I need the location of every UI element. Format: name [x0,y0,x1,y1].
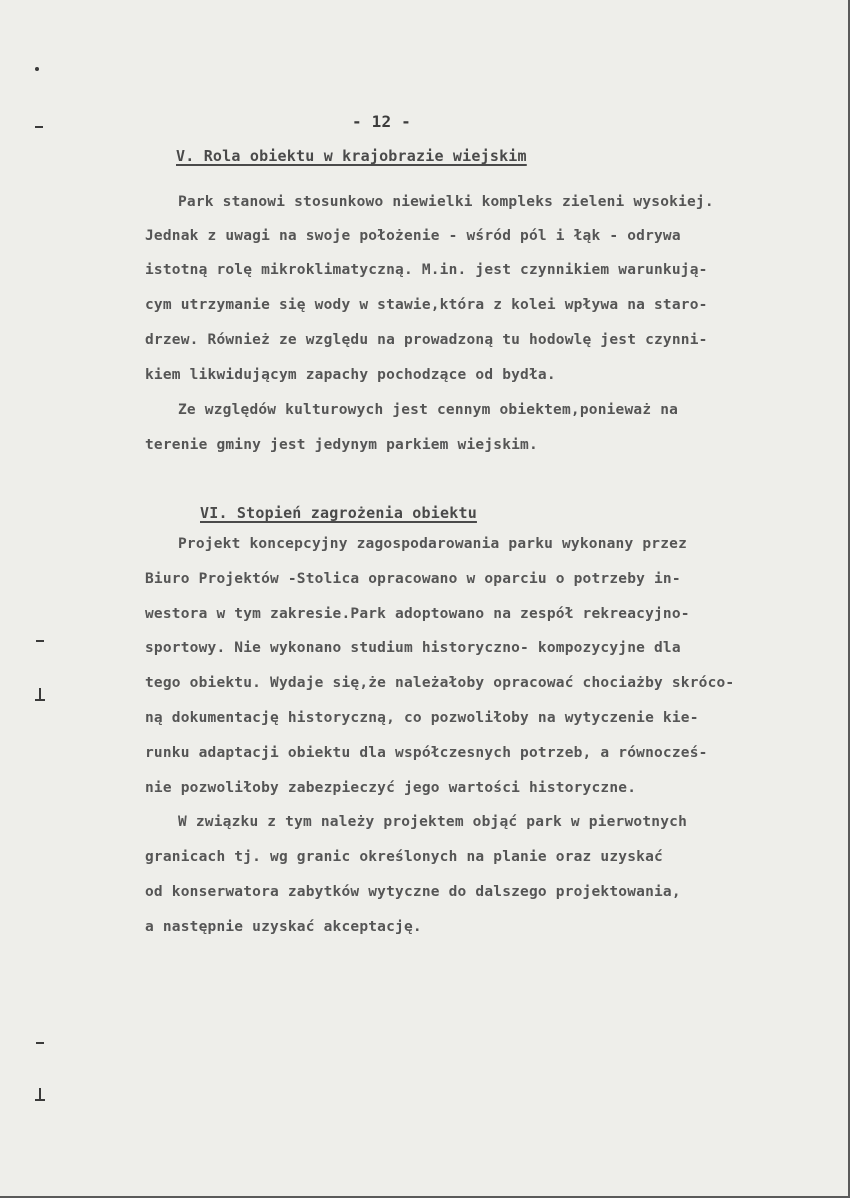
margin-tick-mark [35,1099,45,1101]
margin-tick-mark [35,699,45,701]
text-line: kiem likwidującym zapachy pochodzące od bydła. [145,367,556,383]
text-line: istotną rolę mikroklimatyczną. M.in. jest czynnikiem warunkują- [145,262,708,278]
page-number: - 12 - [352,112,411,131]
text-line: terenie gminy jest jedynym parkiem wiejskim. [145,437,538,453]
text-line: runku adaptacji obiektu dla współczesnych potrzeb, a równocześ- [145,745,708,761]
text-line: Ze względów kulturowych jest cennym obiektem,ponieważ na [178,402,679,418]
margin-dash-mark [36,640,44,642]
section-heading: V. Rola obiektu w krajobrazie wiejskim [176,147,527,165]
text-line: nie pozwoliłoby zabezpieczyć jego wartości historyczne. [145,780,637,796]
text-line: Biuro Projektów -Stolica opracowano w oparciu o potrzeby in- [145,571,681,587]
text-line: Park stanowi stosunkowo niewielki kompleks zieleni wysokiej. [178,194,714,210]
text-line: Jednak z uwagi na swoje położenie - wśród pól i łąk - odrywa [145,228,681,244]
text-line: granicach tj. wg granic określonych na planie oraz uzyskać [145,849,663,865]
text-line: od konserwatora zabytków wytyczne do dalszego projektowania, [145,884,681,900]
text-line: drzew. Również ze względu na prowadzoną tu hodowlę jest czynni- [145,332,708,348]
margin-dash-mark [36,1042,44,1044]
text-line: tego obiektu. Wydaje się,że należałoby opracować chociażby skróco- [145,675,735,691]
text-line: W związku z tym należy projektem objąć park w pierwotnych [178,814,687,830]
text-line: ną dokumentację historyczną, co pozwoliłoby na wytyczenie kie- [145,710,699,726]
text-line: westora w tym zakresie.Park adoptowano na zespół rekreacyjno- [145,606,690,622]
text-line: a następnie uzyskać akceptację. [145,919,422,935]
margin-dash-mark [35,126,43,128]
binding-hole-dot [35,67,39,71]
text-line: cym utrzymanie się wody w stawie,która z kolei wpływa na staro- [145,297,708,313]
section-heading: VI. Stopień zagrożenia obiektu [200,504,477,522]
text-line: sportowy. Nie wykonano studium historyczno- kompozycyjne dla [145,640,681,656]
text-line: Projekt koncepcyjny zagospodarowania parku wykonany przez [178,536,687,552]
